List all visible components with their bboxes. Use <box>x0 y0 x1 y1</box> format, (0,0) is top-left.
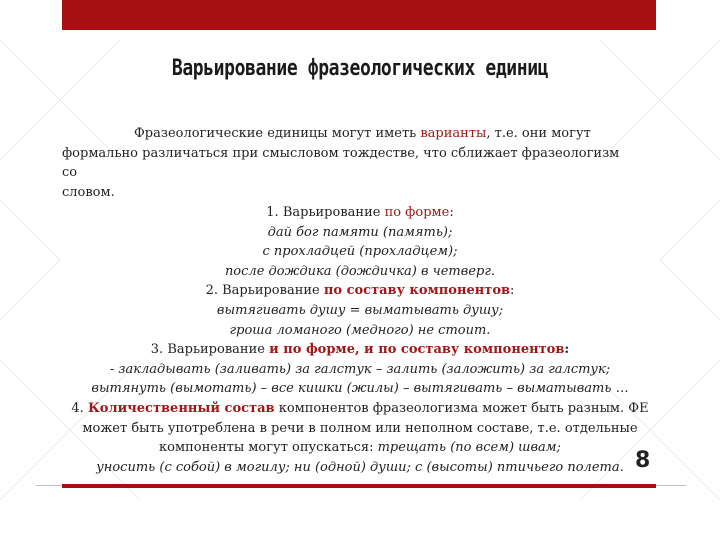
highlight-variants: варианты <box>420 126 487 141</box>
item-text: 3. Варьирование <box>150 342 270 358</box>
example-line: с прохладцей (прохладцем); <box>262 244 458 260</box>
highlight-form: по форме <box>384 205 450 220</box>
example-line: после дождика (дождичка) в четверг. <box>224 263 496 279</box>
example-line: вытягивать душу = выматывать душу; <box>216 302 504 318</box>
variations-list <box>60 203 660 477</box>
item-text: : <box>449 205 454 220</box>
item-4-line-4: уносить (с собой) в могилу; ни (одной) души; с (высоты) птичьего полета. <box>96 459 624 475</box>
item-text: 2. Варьирование <box>205 283 324 299</box>
highlight-components: по составу компонентов <box>323 283 511 299</box>
item-text: компонентов фразеологизма может быть разным. ФЕ <box>274 400 649 416</box>
item-text: : <box>510 283 515 299</box>
bottom-accent-bar <box>62 484 656 488</box>
example-line: гроша ломаного (медного) не стоит. <box>229 322 491 338</box>
example-line: дай бог памяти (память); <box>267 224 453 240</box>
item-4-line-2: может быть употреблена в речи в полном или неполном составе, т.е. отдельные <box>82 420 638 436</box>
item-text: 4. <box>71 400 88 416</box>
intro-paragraph <box>62 124 632 202</box>
example-inline: трещать (по всем) швам; <box>377 440 561 456</box>
intro-line-2: формально различаться при смысловом тождестве, что сближает фразеологизм со <box>62 145 620 180</box>
intro-line-3: словом. <box>62 184 115 200</box>
top-accent-bar <box>62 0 656 30</box>
highlight-form-and-components: и по форме, и по составу компонентов <box>269 342 565 358</box>
example-line: вытянуть (вымотать) – все кишки (жилы) – вытягивать – выматывать … <box>91 381 629 397</box>
item-3-heading <box>60 340 660 360</box>
item-4-heading <box>60 399 660 419</box>
item-text: : <box>564 342 570 358</box>
item-text: 1. Варьирование <box>266 205 385 220</box>
intro-text: Фразеологические единицы могут иметь <box>134 126 421 141</box>
item-text: компоненты могут опускаться: <box>159 440 378 456</box>
item-1-heading <box>60 203 660 223</box>
example-line: - закладывать (заливать) за галстук – залить (заложить) за галстук; <box>109 361 611 377</box>
intro-text: , т.е. они могут <box>486 126 591 141</box>
intro-line-1 <box>62 124 632 144</box>
page-number: 8 <box>635 448 651 473</box>
highlight-quantity: Количественный состав <box>87 400 275 416</box>
item-4-line-3 <box>60 438 660 458</box>
item-2-heading <box>60 281 660 301</box>
slide-title: Варьирование фразеологических единиц <box>171 56 549 81</box>
